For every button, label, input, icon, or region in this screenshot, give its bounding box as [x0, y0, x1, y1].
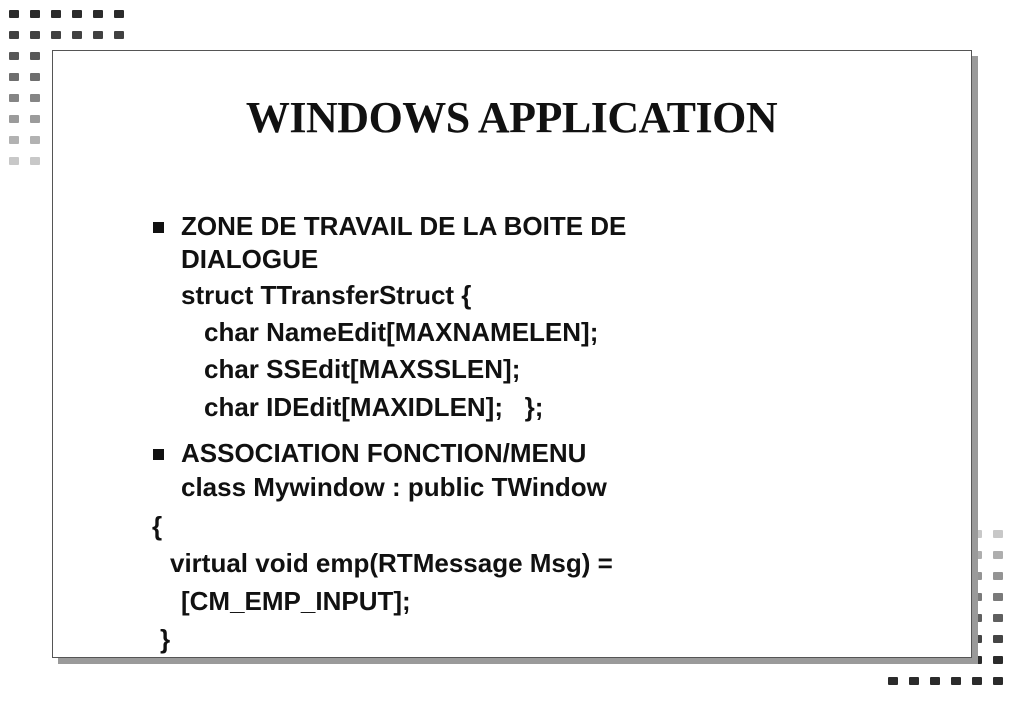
decor-dot	[993, 593, 1003, 601]
decor-dot	[114, 31, 124, 39]
decor-dot	[114, 10, 124, 18]
decor-dot	[888, 677, 898, 685]
decor-dot	[30, 157, 40, 165]
decor-dot	[93, 10, 103, 18]
decor-dot	[993, 677, 1003, 685]
decor-dot	[72, 31, 82, 39]
decor-dot	[930, 677, 940, 685]
decor-dot	[993, 614, 1003, 622]
bullet-1-line-5: char SSEdit[MAXSSLEN];	[204, 354, 521, 384]
decor-dot	[51, 31, 61, 39]
bullet-1-line-1: ZONE DE TRAVAIL DE LA BOITE DE	[181, 211, 627, 241]
decor-dot	[72, 10, 82, 18]
bullet-1-line-2: DIALOGUE	[181, 244, 319, 274]
bullet-marker-1	[153, 222, 164, 233]
decor-dot	[51, 10, 61, 18]
decor-dot	[909, 677, 919, 685]
decor-dot	[30, 10, 40, 18]
bullet-1-line-4: char NameEdit[MAXNAMELEN];	[204, 317, 599, 347]
decor-dot	[30, 73, 40, 81]
decor-dot	[30, 52, 40, 60]
decor-dot	[993, 551, 1003, 559]
decor-dot	[993, 572, 1003, 580]
decor-dot	[993, 530, 1003, 538]
slide-title: WINDOWS APPLICATION	[245, 93, 778, 142]
decor-dot	[972, 677, 982, 685]
decor-dot	[30, 31, 40, 39]
bullet-marker-2	[153, 449, 164, 460]
decor-dot	[951, 677, 961, 685]
bullet-2-line-5: [CM_EMP_INPUT];	[181, 586, 411, 616]
bullet-1-line-3: struct TTransferStruct {	[181, 280, 472, 310]
decor-dot	[93, 31, 103, 39]
bullet-2-line-1: ASSOCIATION FONCTION/MENU	[181, 438, 587, 468]
bullet-2-line-6: }	[160, 624, 171, 654]
decor-dot	[993, 635, 1003, 643]
bullet-2-line-2: class Mywindow : public TWindow	[181, 472, 607, 502]
bullet-2-line-4: virtual void emp(RTMessage Msg) =	[170, 548, 613, 578]
bullet-2-line-3: {	[152, 511, 163, 541]
decor-dot	[993, 656, 1003, 664]
bullet-1-line-6: char IDEdit[MAXIDLEN]; };	[204, 392, 544, 422]
